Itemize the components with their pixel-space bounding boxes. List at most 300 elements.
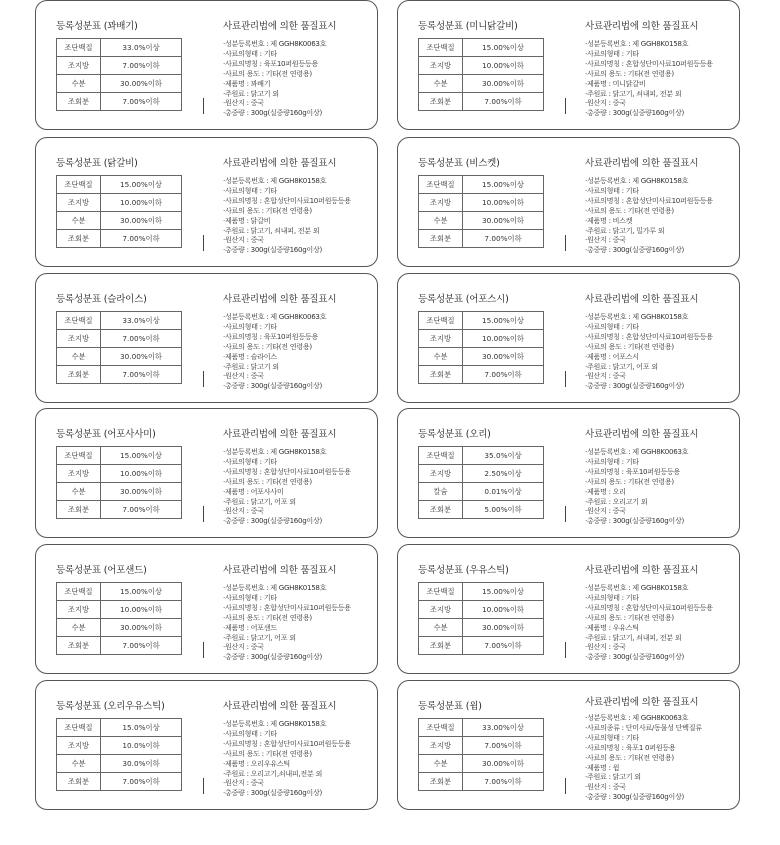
quality-line: ·주원료 : 닭고기, 쇠내피, 전분 외 (223, 225, 320, 235)
nutrient-value: 7.00%이하 (101, 93, 182, 111)
table-row (419, 755, 544, 773)
nutrient-name: 조단백질 (57, 176, 101, 194)
quality-title: 사료관리법에 의한 품질표시 (585, 158, 699, 169)
quality-title: 사료관리법에 의한 품질표시 (223, 565, 337, 576)
quality-label (585, 291, 735, 391)
nutrient-name: 조단백질 (57, 719, 101, 737)
nutrient-value: 10.00%이하 (463, 601, 544, 619)
nutrient-table (418, 582, 544, 655)
nutrient-table (56, 582, 182, 655)
card-title: 등록성분표 (어포샌드) (56, 565, 147, 576)
nutrient-value: 7.00%이하 (463, 230, 544, 248)
nutrient-name: 조회분 (419, 230, 463, 248)
quality-line: ·사료의 용도 : 기타(전 연령용) (585, 68, 674, 78)
table-row (57, 212, 182, 230)
card-title: 등록성분표 (슬라이스) (56, 294, 147, 305)
quality-line: ·총중량 : 300g(실중량160g이상) (585, 792, 684, 802)
divider (565, 235, 566, 251)
quality-line: ·사료의종류 : 단미사료/동물성 단백질류 (585, 722, 702, 732)
quality-line: ·총중량 : 300g(실중량160g이상) (223, 245, 322, 255)
table-row (419, 176, 544, 194)
quality-line: ·사료의 용도 : 기타(전 연령용) (223, 68, 312, 78)
table-row (57, 194, 182, 212)
quality-line: ·제품명 : 오리 (585, 486, 626, 496)
quality-line: ·사료의명칭 : 육포10퍼원등등용 (223, 58, 319, 68)
card-title: 등록성분표 (비스켓) (418, 158, 500, 169)
quality-line: ·주원료 : 닭고기 외 (223, 361, 279, 371)
table-row (419, 194, 544, 212)
label-card (35, 137, 378, 267)
nutrient-value: 7.00%이하 (463, 637, 544, 655)
quality-line: ·원산지 : 중국 (223, 778, 264, 788)
quality-line: ·주원료 : 닭고기, 어포 외 (223, 632, 296, 642)
table-row (57, 601, 182, 619)
quality-line: ·사료의 용도 : 기타(전 연령용) (223, 612, 312, 622)
nutrient-name: 조회분 (419, 773, 463, 791)
nutrient-name: 조지방 (419, 57, 463, 75)
table-row (419, 465, 544, 483)
table-row (419, 330, 544, 348)
table-row (57, 330, 182, 348)
nutrient-value: 7.00%이하 (101, 366, 182, 384)
label-card (397, 0, 740, 130)
nutrient-value: 15.00%이상 (463, 176, 544, 194)
table-row (57, 230, 182, 248)
quality-line: ·사료의 용도 : 기타(전 연령용) (585, 476, 674, 486)
divider (203, 778, 204, 794)
quality-label (585, 155, 735, 255)
quality-line: ·성분등록번호 : 제 GGH8K0063호 (585, 447, 689, 456)
quality-title: 사료관리법에 의한 품질표시 (585, 294, 699, 305)
table-row (419, 312, 544, 330)
quality-title: 사료관리법에 의한 품질표시 (585, 565, 699, 576)
nutrient-name: 조단백질 (57, 39, 101, 57)
label-card (35, 273, 378, 403)
nutrient-name: 조지방 (419, 465, 463, 483)
quality-line: ·성분등록번호 : 제 GGH8K0158호 (585, 583, 689, 592)
nutrient-value: 30.00%이하 (101, 483, 182, 501)
nutrient-value: 7.00%이하 (463, 773, 544, 791)
table-row (57, 465, 182, 483)
quality-line: ·성분등록번호 : 제 GGH8K0063호 (585, 713, 689, 722)
nutrient-name: 조회분 (57, 230, 101, 248)
nutrient-value: 30.00%이하 (463, 212, 544, 230)
divider (203, 98, 204, 114)
quality-line: ·총중량 : 300g(실중량160g이상) (585, 381, 684, 391)
nutrient-name: 조지방 (419, 330, 463, 348)
quality-line: ·성분등록번호 : 제 GGH8K0158호 (585, 39, 689, 48)
quality-line: ·사료의 용도 : 기타(전 연령용) (585, 205, 674, 215)
nutrient-value: 30.00%이하 (101, 75, 182, 93)
nutrient-value: 30.0%이하 (101, 755, 182, 773)
table-row (419, 483, 544, 501)
quality-title: 사료관리법에 의한 품질표시 (223, 158, 337, 169)
table-row (57, 773, 182, 791)
quality-line: ·원산지 : 중국 (223, 98, 264, 108)
nutrient-value: 30.00%이하 (463, 619, 544, 637)
quality-line: ·사료의 용도 : 기타(전 연령용) (223, 476, 312, 486)
quality-line: ·사료의명칭 : 혼합성단미사료10퍼원등등용 (223, 195, 351, 205)
table-row (419, 366, 544, 384)
quality-line: ·총중량 : 300g(실중량160g이상) (585, 108, 684, 118)
quality-line: ·제품명 : 닭갈비 (223, 215, 271, 225)
quality-label (223, 155, 373, 255)
nutrient-name: 수분 (419, 348, 463, 366)
quality-label (223, 291, 373, 391)
quality-label (223, 426, 373, 526)
nutrient-name: 수분 (57, 348, 101, 366)
label-card (35, 0, 378, 130)
quality-line: ·사료의명칭 : 육포10퍼원등등용 (585, 466, 681, 476)
quality-line: ·주원료 : 닭고기, 쇠내피, 전분 외 (585, 632, 682, 642)
card-title: 등록성분표 (어포사사미) (56, 429, 156, 440)
quality-line: ·사료의명칭 : 혼합성단미사료10퍼원등등용 (223, 738, 351, 748)
nutrient-name: 조지방 (57, 737, 101, 755)
label-card (397, 680, 740, 810)
quality-label (585, 426, 735, 526)
quality-line: ·제품명 : 어포샌드 (223, 622, 277, 632)
nutrient-name: 수분 (57, 212, 101, 230)
table-row (419, 75, 544, 93)
nutrient-name: 조회분 (419, 637, 463, 655)
nutrient-table (418, 446, 544, 519)
quality-title: 사료관리법에 의한 품질표시 (223, 701, 337, 712)
quality-line: ·사료의형태 : 기타 (223, 48, 277, 58)
label-card (35, 680, 378, 810)
quality-line: ·사료의형태 : 기타 (585, 48, 639, 58)
quality-line: ·원산지 : 중국 (585, 642, 626, 652)
nutrient-value: 33.0%이상 (101, 39, 182, 57)
nutrient-value: 30.00%이하 (101, 348, 182, 366)
nutrient-name: 조회분 (419, 93, 463, 111)
nutrient-table (56, 311, 182, 384)
quality-line: ·사료의형태 : 기타 (223, 728, 277, 738)
quality-line: ·총중량 : 300g(실중량160g이상) (585, 516, 684, 526)
nutrient-name: 조회분 (57, 366, 101, 384)
quality-line: ·주원료 : 닭고기 외 (223, 88, 279, 98)
quality-line: ·주원료 : 오리고기,쇠내피,전분 외 (223, 768, 323, 778)
quality-line: ·총중량 : 300g(실중량160g이상) (223, 516, 322, 526)
table-row (57, 737, 182, 755)
quality-line: ·제품명 : 우유스틱 (585, 622, 639, 632)
nutrient-value: 30.00%이하 (101, 212, 182, 230)
nutrient-value: 30.00%이하 (101, 619, 182, 637)
nutrient-value: 7.00%이하 (101, 501, 182, 519)
table-row (419, 737, 544, 755)
label-card (397, 273, 740, 403)
nutrient-name: 수분 (419, 619, 463, 637)
quality-line: ·제품명 : 어포사사미 (223, 486, 284, 496)
table-row (57, 312, 182, 330)
quality-line: ·성분등록번호 : 제 GGH8K0158호 (223, 583, 327, 592)
quality-line: ·사료의형태 : 기타 (585, 732, 639, 742)
quality-line: ·원산지 : 중국 (585, 506, 626, 516)
nutrient-value: 7.00%이하 (101, 637, 182, 655)
nutrient-value: 15.00%이상 (101, 583, 182, 601)
table-row (57, 57, 182, 75)
table-row (57, 755, 182, 773)
quality-line: ·사료의명칭 : 육포1 0퍼원등용 (585, 742, 676, 752)
table-row (419, 583, 544, 601)
card-title: 등록성분표 (어포스시) (418, 294, 509, 305)
nutrient-name: 조단백질 (419, 39, 463, 57)
nutrient-name: 조회분 (57, 501, 101, 519)
table-row (57, 619, 182, 637)
table-row (57, 75, 182, 93)
nutrient-name: 조지방 (57, 601, 101, 619)
nutrient-value: 7.00%이하 (101, 230, 182, 248)
quality-line: ·성분등록번호 : 제 GGH8K0158호 (223, 447, 327, 456)
nutrient-table (56, 718, 182, 791)
nutrient-name: 조단백질 (419, 583, 463, 601)
table-row (419, 447, 544, 465)
quality-line: ·원산지 : 중국 (585, 782, 626, 792)
nutrient-value: 15.00%이상 (463, 583, 544, 601)
nutrient-value: 35.0%이상 (463, 447, 544, 465)
divider (565, 642, 566, 658)
nutrient-value: 15.0%이상 (101, 719, 182, 737)
nutrient-name: 조지방 (419, 737, 463, 755)
label-card (397, 408, 740, 538)
nutrient-value: 5.00%이하 (463, 501, 544, 519)
nutrient-value: 2.50%이상 (463, 465, 544, 483)
card-title: 등록성분표 (미니닭갈비) (418, 21, 518, 32)
quality-line: ·주원료 : 오리고기 외 (585, 496, 648, 506)
nutrient-value: 7.00%이하 (463, 93, 544, 111)
quality-line: ·사료의형태 : 기타 (585, 321, 639, 331)
quality-line: ·성분등록번호 : 제 GGH8K0158호 (585, 312, 689, 321)
nutrient-value: 10.00%이하 (101, 465, 182, 483)
nutrient-name: 조단백질 (419, 447, 463, 465)
nutrient-name: 조단백질 (57, 447, 101, 465)
quality-line: ·사료의형태 : 기타 (223, 321, 277, 331)
quality-line: ·사료의형태 : 기타 (223, 456, 277, 466)
nutrient-value: 0.01%이상 (463, 483, 544, 501)
card-title: 등록성분표 (우유스틱) (418, 565, 509, 576)
table-row (57, 366, 182, 384)
nutrient-value: 7.00%이하 (463, 737, 544, 755)
nutrient-name: 조단백질 (419, 312, 463, 330)
quality-label (223, 698, 373, 798)
nutrient-table (56, 446, 182, 519)
nutrient-table (56, 175, 182, 248)
nutrient-value: 10.00%이하 (463, 194, 544, 212)
nutrient-name: 수분 (419, 212, 463, 230)
quality-title: 사료관리법에 의한 품질표시 (585, 697, 699, 708)
nutrient-name: 조지방 (57, 330, 101, 348)
nutrient-name: 조회분 (419, 366, 463, 384)
table-row (57, 447, 182, 465)
nutrient-name: 수분 (57, 483, 101, 501)
nutrient-name: 조지방 (419, 601, 463, 619)
table-row (419, 230, 544, 248)
divider (565, 98, 566, 114)
quality-title: 사료관리법에 의한 품질표시 (223, 294, 337, 305)
quality-line: ·주원료 : 닭고기, 어포 외 (223, 496, 296, 506)
nutrient-name: 조단백질 (57, 583, 101, 601)
table-row (57, 719, 182, 737)
quality-line: ·사료의형태 : 기타 (223, 185, 277, 195)
table-row (57, 93, 182, 111)
nutrient-table (56, 38, 182, 111)
quality-line: ·사료의형태 : 기타 (585, 592, 639, 602)
quality-label (585, 18, 735, 118)
nutrient-name: 조회분 (57, 773, 101, 791)
quality-line: ·주원료 : 닭고기, 쇠내피, 전분 외 (585, 88, 682, 98)
nutrient-value: 30.00%이하 (463, 348, 544, 366)
quality-line: ·성분등록번호 : 제 GGH8K0158호 (585, 176, 689, 185)
divider (565, 778, 566, 794)
nutrient-value: 33.0%이상 (101, 312, 182, 330)
nutrient-value: 15.00%이상 (463, 312, 544, 330)
quality-title: 사료관리법에 의한 품질표시 (585, 429, 699, 440)
quality-line: ·사료의 용도 : 기타(전 연령용) (223, 205, 312, 215)
card-title: 등록성분표 (닭갈비) (56, 158, 138, 169)
nutrient-table (418, 175, 544, 248)
nutrient-value: 7.00%이하 (101, 773, 182, 791)
nutrient-value: 10.00%이하 (101, 601, 182, 619)
table-row (57, 348, 182, 366)
table-row (57, 583, 182, 601)
nutrient-name: 조지방 (57, 57, 101, 75)
nutrient-value: 33.00%이상 (463, 719, 544, 737)
quality-line: ·제품명 : 슬라이스 (223, 351, 277, 361)
card-title: 등록성분표 (오리) (418, 429, 491, 440)
quality-line: ·제품명 : 미니닭갈비 (585, 78, 646, 88)
quality-line: ·원산지 : 중국 (585, 371, 626, 381)
card-title: 등록성분표 (꽈배기) (56, 21, 138, 32)
card-title: 등록성분표 (오리우유스틱) (56, 701, 165, 712)
quality-line: ·원산지 : 중국 (223, 642, 264, 652)
quality-line: ·주원료 : 닭고기 외 (585, 772, 641, 782)
nutrient-name: 수분 (419, 755, 463, 773)
quality-line: ·성분등록번호 : 제 GGH8K0158호 (223, 176, 327, 185)
table-row (419, 501, 544, 519)
divider (203, 642, 204, 658)
quality-line: ·제품명 : 비스켓 (585, 215, 633, 225)
label-card (35, 408, 378, 538)
table-row (419, 619, 544, 637)
table-row (419, 348, 544, 366)
quality-line: ·원산지 : 중국 (585, 98, 626, 108)
nutrient-name: 조단백질 (419, 176, 463, 194)
quality-line: ·주원료 : 닭고기, 어포 외 (585, 361, 658, 371)
nutrient-value: 30.00%이하 (463, 755, 544, 773)
label-card (397, 137, 740, 267)
nutrient-value: 10.00%이하 (101, 194, 182, 212)
table-row (57, 176, 182, 194)
quality-line: ·성분등록번호 : 제 GGH8K0063호 (223, 39, 327, 48)
quality-line: ·총중량 : 300g(실중량160g이상) (585, 652, 684, 662)
table-row (57, 39, 182, 57)
table-row (419, 601, 544, 619)
quality-line: ·제품명 : 어포스시 (585, 351, 639, 361)
quality-line: ·주원료 : 닭고기, 밀가루 외 (585, 225, 665, 235)
nutrient-name: 조단백질 (419, 719, 463, 737)
nutrient-name: 조지방 (419, 194, 463, 212)
quality-line: ·사료의형태 : 기타 (585, 456, 639, 466)
table-row (57, 483, 182, 501)
table-row (419, 39, 544, 57)
quality-line: ·성분등록번호 : 제 GGH8K0158호 (223, 719, 327, 728)
table-row (419, 93, 544, 111)
nutrient-value: 15.00%이상 (101, 176, 182, 194)
quality-line: ·원산지 : 중국 (585, 235, 626, 245)
divider (565, 506, 566, 522)
quality-label (585, 694, 735, 802)
table-row (419, 637, 544, 655)
nutrient-name: 조지방 (57, 194, 101, 212)
nutrient-name: 수분 (57, 755, 101, 773)
nutrient-value: 15.00%이상 (463, 39, 544, 57)
card-title: 등록성분표 (윔) (418, 701, 482, 712)
nutrient-value: 30.00%이하 (463, 75, 544, 93)
quality-line: ·사료의 용도 : 기타(전 연령용) (585, 341, 674, 351)
label-card (397, 544, 740, 674)
nutrient-value: 10.0%이하 (101, 737, 182, 755)
nutrient-name: 수분 (419, 75, 463, 93)
nutrient-table (418, 311, 544, 384)
nutrient-value: 10.00%이하 (463, 57, 544, 75)
quality-line: ·원산지 : 중국 (223, 506, 264, 516)
quality-line: ·성분등록번호 : 제 GGH8K0063호 (223, 312, 327, 321)
nutrient-value: 7.00%이하 (101, 330, 182, 348)
table-row (419, 773, 544, 791)
nutrient-table (418, 38, 544, 111)
quality-label (223, 18, 373, 118)
table-row (419, 212, 544, 230)
nutrient-name: 조지방 (57, 465, 101, 483)
quality-line: ·사료의명칭 : 육포10퍼원등등용 (223, 331, 319, 341)
quality-line: ·사료의형태 : 기타 (223, 592, 277, 602)
nutrient-table (418, 718, 544, 791)
quality-line: ·사료의명칭 : 혼합성단미사료10퍼원등등용 (585, 602, 713, 612)
quality-line: ·사료의명칭 : 혼합성단미사료10퍼원등등용 (223, 602, 351, 612)
quality-line: ·사료의명칭 : 혼합성단미사료10퍼원등등용 (585, 58, 713, 68)
quality-line: ·제품명 : 꽈배기 (223, 78, 271, 88)
quality-line: ·총중량 : 300g(실중량160g이상) (585, 245, 684, 255)
quality-line: ·사료의명칭 : 혼합성단미사료10퍼원등등용 (585, 195, 713, 205)
nutrient-value: 7.00%이하 (463, 366, 544, 384)
quality-line: ·사료의 용도 : 기타(전 연령용) (585, 752, 674, 762)
table-row (57, 637, 182, 655)
nutrient-name: 조단백질 (57, 312, 101, 330)
quality-line: ·총중량 : 300g(실중량160g이상) (223, 108, 322, 118)
nutrient-name: 조회분 (57, 637, 101, 655)
divider (203, 235, 204, 251)
table-row (419, 719, 544, 737)
quality-line: ·총중량 : 300g(실중량160g이상) (223, 652, 322, 662)
divider (203, 371, 204, 387)
quality-line: ·사료의 용도 : 기타(전 연령용) (585, 612, 674, 622)
table-row (57, 501, 182, 519)
quality-line: ·사료의형태 : 기타 (585, 185, 639, 195)
nutrient-value: 10.00%이하 (463, 330, 544, 348)
nutrient-name: 조회분 (57, 93, 101, 111)
quality-line: ·제품명 : 오리우유스틱 (223, 758, 290, 768)
nutrient-name: 조회분 (419, 501, 463, 519)
quality-line: ·제품명 : 윔 (585, 762, 620, 772)
quality-line: ·사료의 용도 : 기타(전 연령용) (223, 341, 312, 351)
quality-title: 사료관리법에 의한 품질표시 (223, 429, 337, 440)
quality-label (223, 562, 373, 662)
quality-line: ·사료의 용도 : 기타(전 연령용) (223, 748, 312, 758)
label-card (35, 544, 378, 674)
quality-line: ·원산지 : 중국 (223, 371, 264, 381)
table-row (419, 57, 544, 75)
quality-label (585, 562, 735, 662)
nutrient-name: 칼슘 (419, 483, 463, 501)
